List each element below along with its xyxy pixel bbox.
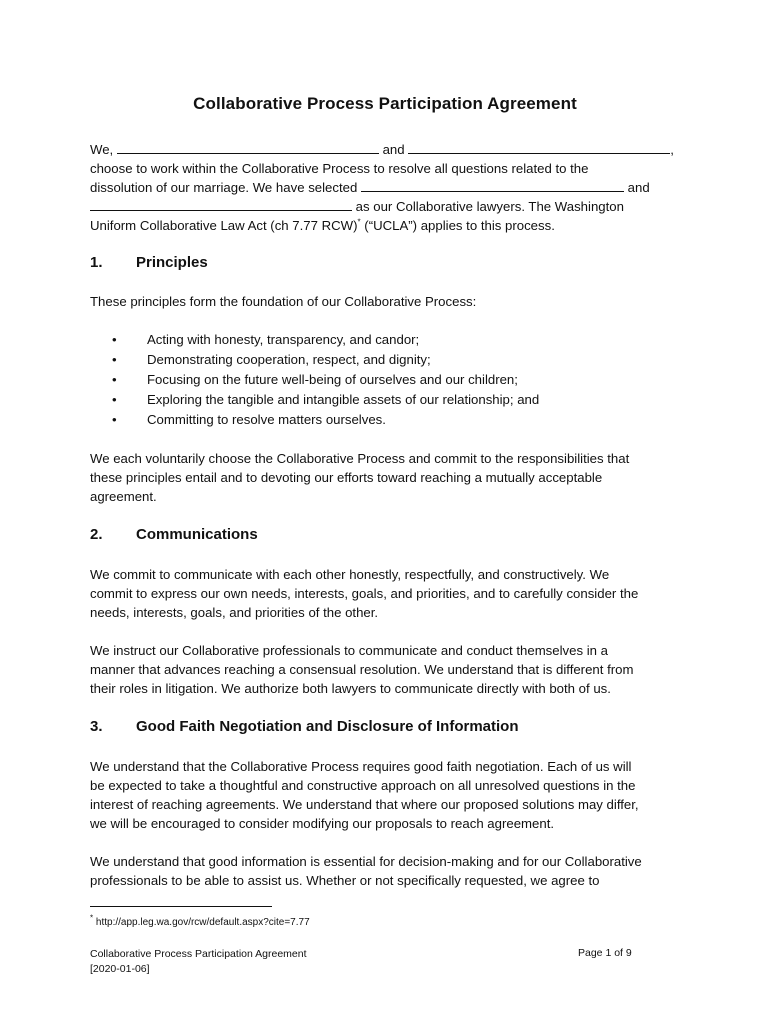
bullet-icon: • [112, 392, 117, 407]
footnote-link[interactable]: http://app.leg.wa.gov/rcw/default.aspx?cite=7.77 [93, 917, 310, 928]
section-3-paragraph-2: We understand that good information is essential for decision-making and for our Collaborative professionals to be able to assist us. Whether or not specifically requested, we agree to [90, 854, 642, 888]
intro-paragraph [90, 140, 690, 235]
intro-line-4: as our Collaborative lawyers. The Washington [90, 197, 690, 216]
section-1-heading: 1. Principles [90, 254, 208, 271]
party-1-blank[interactable] [117, 140, 379, 154]
bullet-icon: • [112, 372, 117, 387]
intro-line-2: choose to work within the Collaborative Process to resolve all questions related to the [90, 161, 589, 176]
party-2-blank[interactable] [408, 140, 670, 154]
list-item: • Demonstrating cooperation, respect, and dignity; [112, 350, 672, 370]
document-title: Collaborative Process Participation Agreement [193, 94, 577, 113]
list-item: • Acting with honesty, transparency, and candor; [112, 330, 672, 350]
section-2-paragraph-2: We instruct our Collaborative professionals to communicate and conduct themselves in a manner that advances reaching a consensual resolution. We understand that is different from their roles in litigation. We authorize both lawyers to communicate directly with both of us. [90, 643, 634, 696]
footnote-mark: * [90, 913, 94, 923]
section-1-closing: We each voluntarily choose the Collaborative Process and commit to the responsibilities that these principles entail and to devoting our efforts toward reaching a mutually acceptable agreement. [90, 451, 630, 504]
footer-date: [2020-01-06] [90, 963, 150, 975]
intro-line-1: We, and , [90, 142, 674, 157]
list-item: • Focusing on the future well-being of ourselves and our children; [112, 370, 672, 390]
lawyer-2-blank[interactable] [90, 197, 352, 211]
principles-list [112, 330, 672, 430]
footer-document-name: Collaborative Process Participation Agreement [90, 948, 307, 960]
bullet-icon: • [112, 332, 117, 347]
intro-line-5: Uniform Collaborative Law Act (ch 7.77 RCW)* (“UCLA”) applies to this process. [90, 217, 555, 233]
intro-line-3: dissolution of our marriage. We have selected and [90, 180, 650, 195]
list-item: • Exploring the tangible and intangible assets of our relationship; and [112, 390, 672, 410]
bullet-icon: • [112, 352, 117, 367]
page-footer-left [90, 947, 307, 977]
footnote [90, 913, 310, 928]
list-item: • Committing to resolve matters ourselves. [112, 410, 672, 430]
section-3-paragraph-1: We understand that the Collaborative Process requires good faith negotiation. Each of us will be expected to take a thoughtful and constructive approach on all unresolved questions in the interest of reaching agreements. We understand that where our proposed solutions may differ, we will be encouraged to consider modifying our proposals to reach agreement. [90, 759, 639, 831]
section-2-paragraph-1: We commit to communicate with each other honestly, respectfully, and constructively. We commit to express our own needs, interests, goals, and priorities, and to carefully consider the needs, interests, goals, and priorities of the other. [90, 567, 639, 620]
lawyer-1-blank[interactable] [361, 178, 624, 192]
section-2-heading: 2. Communications [90, 526, 258, 543]
footnote-reference[interactable]: * [357, 217, 361, 227]
page-number: Page 1 of 9 [578, 947, 632, 959]
section-3-heading: 3. Good Faith Negotiation and Disclosure of Information [90, 718, 519, 735]
section-1-lead: These principles form the foundation of our Collaborative Process: [90, 294, 477, 309]
footnote-separator [90, 906, 272, 907]
bullet-icon: • [112, 412, 117, 427]
